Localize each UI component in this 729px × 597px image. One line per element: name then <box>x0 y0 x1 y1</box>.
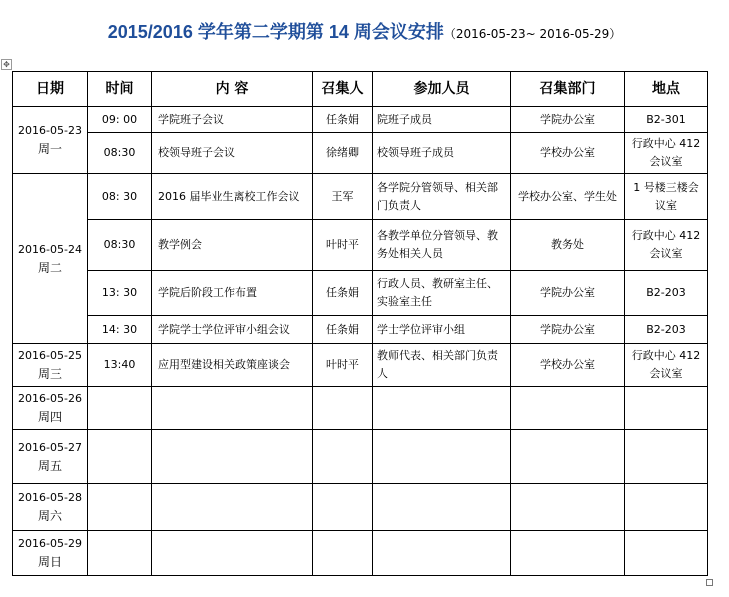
empty-cell <box>373 387 511 430</box>
department-cell: 学院办公室 <box>511 316 625 344</box>
table-row <box>13 133 708 174</box>
empty-cell <box>88 531 152 576</box>
attendees-cell: 各学院分管领导、相关部门负责人 <box>373 174 511 220</box>
day-cell <box>13 387 88 430</box>
day-date: 2016-05-24 <box>18 242 82 256</box>
empty-cell <box>511 430 625 484</box>
content-cell: 2016 届毕业生离校工作会议 <box>152 174 313 220</box>
day-weekday: 周六 <box>37 509 62 523</box>
table-row <box>13 220 708 271</box>
day-cell <box>13 107 88 174</box>
day-date: 2016-05-28 <box>18 491 82 504</box>
day-weekday: 周三 <box>37 367 62 381</box>
empty-cell <box>152 484 313 531</box>
header-department: 召集部门 <box>511 72 625 107</box>
convener-cell: 任条娟 <box>313 271 373 316</box>
day-date: 2016-05-29 <box>18 537 82 550</box>
content-cell: 教学例会 <box>152 220 313 271</box>
table-header-row <box>13 72 708 107</box>
table-row <box>13 316 708 344</box>
empty-cell <box>313 531 373 576</box>
empty-cell <box>373 531 511 576</box>
department-cell: 学院办公室 <box>511 271 625 316</box>
attendees-cell: 教师代表、相关部门负责人 <box>373 344 511 387</box>
location-cell: 行政中心 412 会议室 <box>625 220 708 271</box>
table-row <box>13 174 708 220</box>
attendees-cell: 各教学单位分管领导、教务处相关人员 <box>373 220 511 271</box>
empty-cell <box>373 430 511 484</box>
time-cell: 14: 30 <box>88 316 152 344</box>
empty-cell <box>313 387 373 430</box>
time-cell: 09: 00 <box>88 107 152 133</box>
convener-cell: 叶时平 <box>313 220 373 271</box>
table-row <box>13 344 708 387</box>
header-attendees: 参加人员 <box>373 72 511 107</box>
time-cell: 08:30 <box>88 133 152 174</box>
day-weekday: 周四 <box>37 410 62 424</box>
attendees-cell: 校领导班子成员 <box>373 133 511 174</box>
content-cell: 学院学士学位评审小组会议 <box>152 316 313 344</box>
empty-cell <box>625 531 708 576</box>
attendees-cell: 学士学位评审小组 <box>373 316 511 344</box>
time-cell: 13: 30 <box>88 271 152 316</box>
empty-cell <box>152 430 313 484</box>
day-date: 2016-05-27 <box>18 440 82 454</box>
empty-cell <box>88 484 152 531</box>
day-cell <box>13 174 88 344</box>
empty-cell <box>511 484 625 531</box>
table-move-handle-icon[interactable]: ✥ <box>1 59 12 70</box>
empty-cell <box>313 484 373 531</box>
convener-cell: 任条娟 <box>313 316 373 344</box>
table-row <box>13 387 708 430</box>
content-cell: 学院班子会议 <box>152 107 313 133</box>
empty-cell <box>625 430 708 484</box>
convener-cell: 徐绪卿 <box>313 133 373 174</box>
empty-cell <box>313 430 373 484</box>
convener-cell: 叶时平 <box>313 344 373 387</box>
day-weekday: 周五 <box>37 458 62 473</box>
location-cell: 1 号楼三楼会议室 <box>625 174 708 220</box>
table-row <box>13 107 708 133</box>
page-title <box>0 18 729 44</box>
empty-cell <box>625 387 708 430</box>
department-cell: 学校办公室、学生处 <box>511 174 625 220</box>
day-weekday: 周二 <box>37 260 62 275</box>
location-cell: B2-301 <box>625 107 708 133</box>
attendees-cell: 行政人员、教研室主任、实验室主任 <box>373 271 511 316</box>
day-date: 2016-05-26 <box>18 392 82 405</box>
attendees-cell: 院班子成员 <box>373 107 511 133</box>
table-row <box>13 430 708 484</box>
header-content: 内 容 <box>152 72 313 107</box>
day-cell <box>13 531 88 576</box>
convener-cell: 王军 <box>313 174 373 220</box>
table-row <box>13 484 708 531</box>
department-cell: 学校办公室 <box>511 344 625 387</box>
location-cell: B2-203 <box>625 271 708 316</box>
day-date: 2016-05-25 <box>18 349 82 362</box>
header-convener: 召集人 <box>313 72 373 107</box>
day-cell <box>13 344 88 387</box>
day-cell <box>13 484 88 531</box>
content-cell: 校领导班子会议 <box>152 133 313 174</box>
empty-cell <box>511 531 625 576</box>
department-cell: 学院办公室 <box>511 107 625 133</box>
header-time: 时间 <box>88 72 152 107</box>
header-location: 地点 <box>625 72 708 107</box>
empty-cell <box>625 484 708 531</box>
table-row <box>13 271 708 316</box>
empty-cell <box>88 430 152 484</box>
empty-cell <box>511 387 625 430</box>
content-cell: 应用型建设相关政策座谈会 <box>152 344 313 387</box>
header-date: 日期 <box>13 72 88 107</box>
title-main: 2015/2016 学年第二学期第 14 周会议安排 <box>107 22 444 42</box>
location-cell: 行政中心 412 会议室 <box>625 133 708 174</box>
day-date: 2016-05-23 <box>18 124 82 137</box>
day-weekday: 周一 <box>37 142 62 156</box>
table-resize-handle[interactable] <box>706 579 713 586</box>
location-cell: B2-203 <box>625 316 708 344</box>
department-cell: 教务处 <box>511 220 625 271</box>
empty-cell <box>88 387 152 430</box>
empty-cell <box>152 387 313 430</box>
location-cell: 行政中心 412 会议室 <box>625 344 708 387</box>
table-row <box>13 531 708 576</box>
time-cell: 08: 30 <box>88 174 152 220</box>
day-weekday: 周日 <box>37 555 62 569</box>
department-cell: 学校办公室 <box>511 133 625 174</box>
empty-cell <box>152 531 313 576</box>
empty-cell <box>373 484 511 531</box>
convener-cell: 任条娟 <box>313 107 373 133</box>
time-cell: 13:40 <box>88 344 152 387</box>
time-cell: 08:30 <box>88 220 152 271</box>
day-cell <box>13 430 88 484</box>
title-date-range: （2016-05-23~ 2016-05-29） <box>443 27 622 41</box>
meeting-schedule-table <box>12 71 708 576</box>
content-cell: 学院后阶段工作布置 <box>152 271 313 316</box>
